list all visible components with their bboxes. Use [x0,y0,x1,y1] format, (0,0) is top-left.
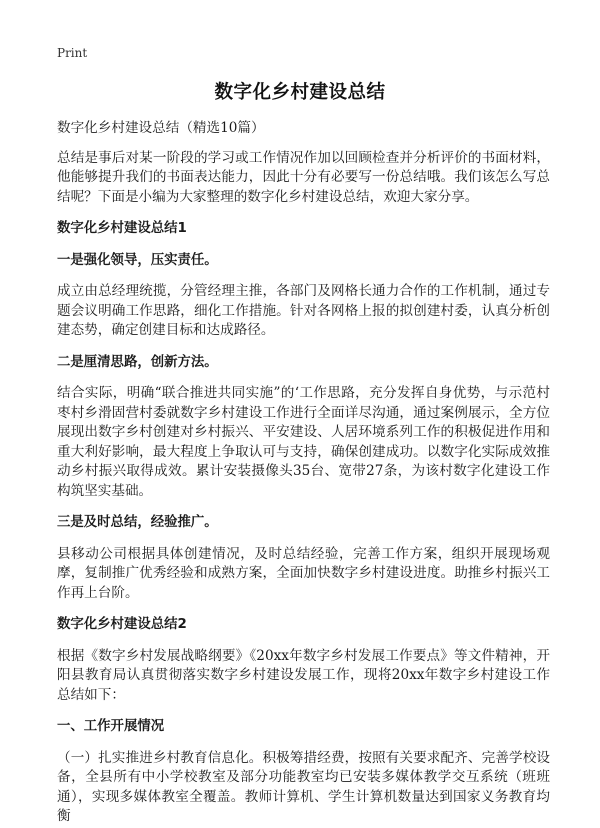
article-subtitle: 数字化乡村建设总结（精选10篇） [57,120,265,136]
section-1-heading: 数字化乡村建设总结1 [57,221,187,236]
point-1-body: 成立由总经理统揽，分管经理主推，各部门及网格长通力合作的工作机制，通过专题会议明确工作思路，细化工作措施。针对各网格上报的拟创建村委，认真分析创建态势，确定创建目标和达成路径。 [57,283,550,338]
section-2-item-1: （一）扎实推进乡村教育信息化。积极筹措经费，按照有关要求配齐、完善学校设备，全县所有中小学校教室及部分功能教室均已安装多媒体教学交互系统（班班通），实现多媒体教室全覆盖。教师计算机、学生计算机数量达到国家义务教育均衡 [57,749,550,824]
section-2-intro: 根据《数字乡村发展战略纲要》《20xx年数字乡村发展工作要点》等文件精神，开阳县教育局认真贯彻落实数字乡村建设发展工作，现将20xx年数字乡村建设工作总结如下： [57,647,550,703]
print-link[interactable]: Print [57,46,88,60]
page-title: 数字化乡村建设总结 [214,82,386,103]
point-3-body: 县移动公司根据具体创建情况，及时总结经验，完善工作方案，组织开展现场观摩，复制推广优秀经验和成熟方案，全面加快数字乡村建设进度。助推乡村振兴工作再上台阶。 [57,545,550,601]
point-1-heading: 一是强化领导，压实责任。 [57,252,218,268]
point-3-heading: 三是及时总结，经验推广。 [57,515,218,530]
section-2-heading: 数字化乡村建设总结2 [57,617,187,632]
point-2-heading: 二是厘清思路，创新方法。 [57,354,218,370]
point-2-body: 结合实际，明确“联合推进共同实施”的‘工作思路，充分发挥自身优势，与示范村枣村乡滑固营村委就数字乡村建设工作进行全面详尽沟通，通过案例展示，全方位展现出数字乡村创建对乡村振兴、平安建设、人居环境系列工作的积极促进作用和重大利好影响，最大程度上争取认可与支持，确保创建成功。以数字化实际成效推动乡村振兴取得成效。累计安装摄像头35台、宽带27条，为该村数字化建设工作构筑坚实基础。 [57,385,550,499]
article-body [57,119,550,828]
section-2-subheading: 一、工作开展情况 [57,719,165,734]
intro-paragraph: 总结是事后对某一阶段的学习或工作情况作加以回顾检查并分析评价的书面材料，他能够提升我们的书面表达能力，因此十分有必要写一份总结哦。我们该怎么写总结呢？下面是小编为大家整理的数字化乡村建设总结，欢迎大家分享。 [57,149,550,205]
